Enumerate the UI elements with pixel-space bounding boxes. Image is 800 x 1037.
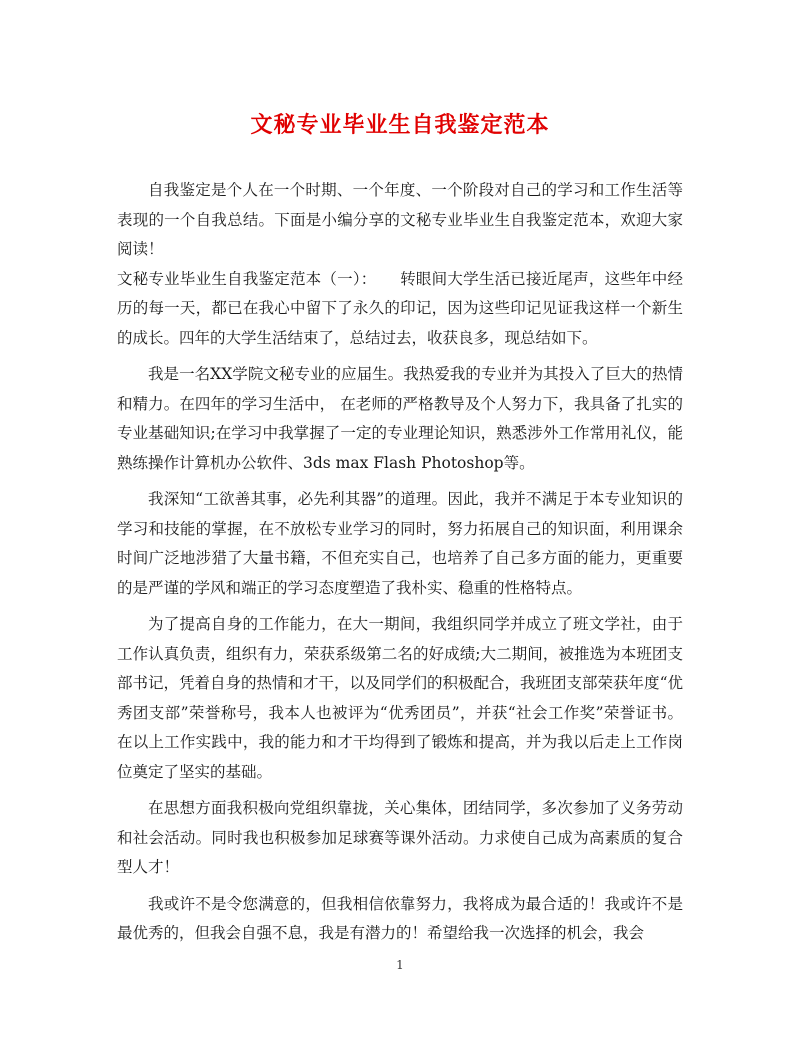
section-one-paragraph: 文秘专业毕业生自我鉴定范本（一）： 转眼间大学生活已接近尾声，这些年中经历的每一天，都已在我心中留下了永久的印记，因为这些印记见证我这样一个新生的成长。四年的大学生活结束了，总结过去，收获良多，现总结如下。 bbox=[117, 269, 683, 347]
work-paragraph: 为了提高自身的工作能力，在大一期间，我组织同学并成立了班文学社，由于工作认真负责，组织有力，荣获系级第二名的好成绩;大二期间，被推选为本班团支部书记，凭着自身的热情和才干，以及同学们的积极配合，我班团支部荣获年度“优秀团支部”荣誉称号，我本人也被评为“优秀团员”，并获“社会工作奖”荣誉证书。在以上工作实践中，我的能力和才干均得到了锻炼和提高，并为我以后走上工作岗位奠定了坚实的基础。 bbox=[117, 615, 683, 781]
document-title: 文秘专业毕业生自我鉴定范本 bbox=[250, 112, 550, 138]
page-number: 1 bbox=[396, 958, 404, 972]
thought-paragraph: 在思想方面我积极向党组织靠拢，关心集体，团结同学，多次参加了义务劳动和社会活动。同时我也积极参加足球赛等课外活动。力求使自己成为高素质的复合型人才！ bbox=[117, 799, 683, 876]
intro-paragraph: 自我鉴定是个人在一个时期、一个年度、一个阶段对自己的学习和工作生活等表现的一个自我总结。下面是小编分享的文秘专业毕业生自我鉴定范本，欢迎大家阅读！ bbox=[117, 181, 683, 258]
document-body bbox=[117, 176, 683, 949]
closing-paragraph: 我或许不是令您满意的，但我相信依靠努力，我将成为最合适的！我或许不是最优秀的，但我会自强不息，我是有潜力的！希望给我一次选择的机会，我会 bbox=[117, 894, 683, 942]
study-paragraph: 我深知“工欲善其事，必先利其器”的道理。因此，我并不满足于本专业知识的学习和技能的掌握，在不放松专业学习的同时，努力拓展自己的知识面，利用课余时间广泛地涉猎了大量书籍，不但充实自己，也培养了自己多方面的能力，更重要的是严谨的学风和端正的学习态度塑造了我朴实、稳重的性格特点。 bbox=[117, 490, 683, 597]
major-paragraph: 我是一名XX学院文秘专业的应届生。我热爱我的专业并为其投入了巨大的热情和精力。在四年的学习生活中， 在老师的严格教导及个人努力下，我具备了扎实的专业基础知识;在学习中我掌握了一定的专业理论知识，熟悉涉外工作常用礼仪，能熟练操作计算机办公软件、3ds max Flash Photoshop等。 bbox=[117, 365, 683, 472]
